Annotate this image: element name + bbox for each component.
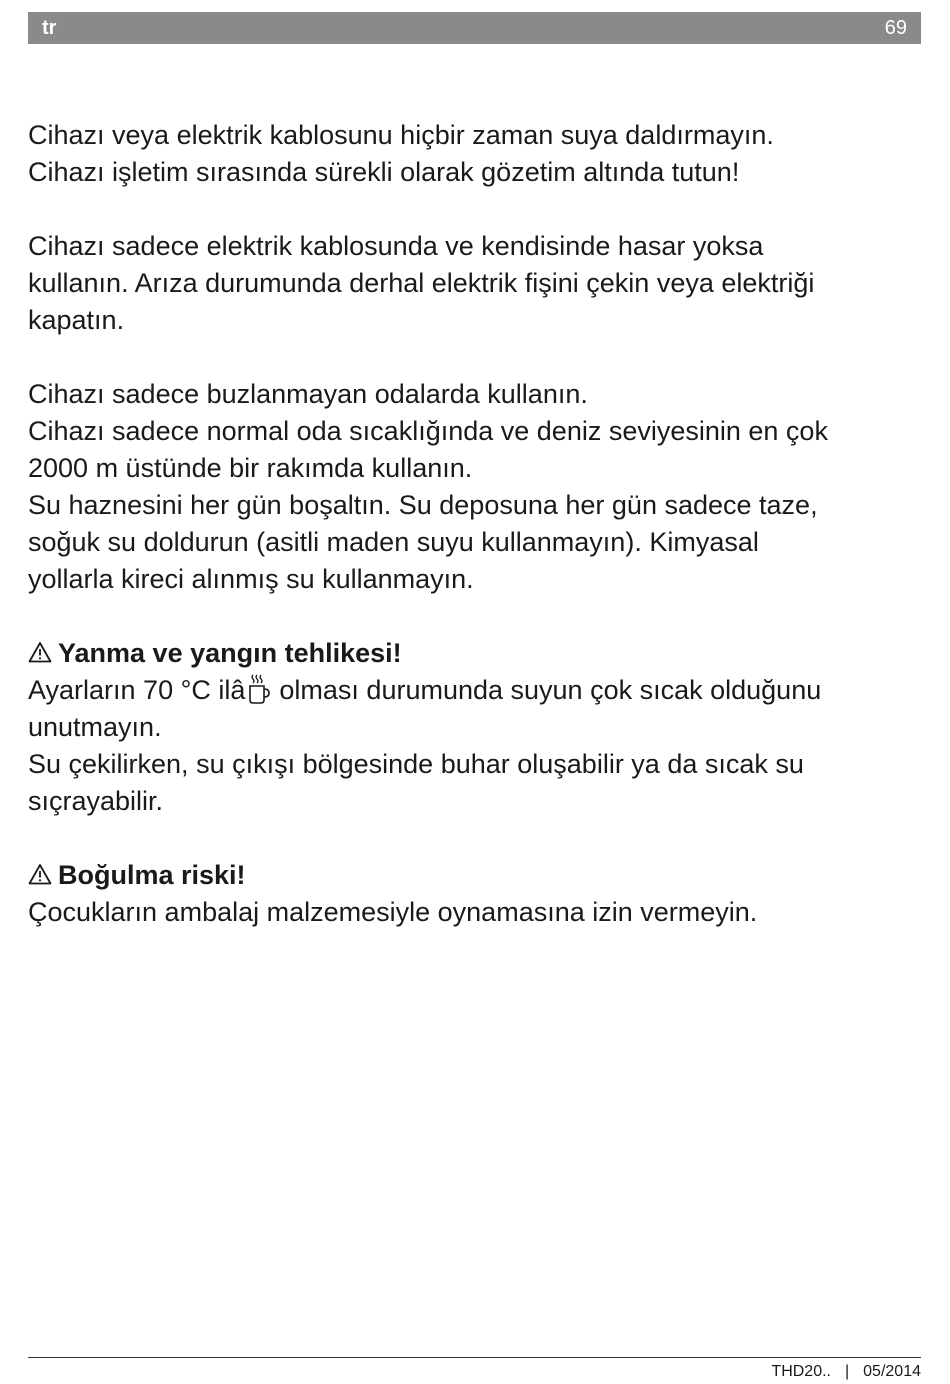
suffocation-warning-title-line (28, 857, 923, 894)
language-code: tr (42, 16, 57, 39)
text-line: Cihazı sadece buzlanmayan odalarda kullanın. (28, 379, 588, 409)
page-number: 69 (884, 16, 907, 39)
warning-triangle-icon (28, 863, 52, 885)
text-line: Cihazı sadece normal oda sıcaklığında ve deniz seviyesinin en çok (28, 416, 828, 446)
burn-warning-title-line (28, 635, 923, 672)
page-footer (771, 1363, 921, 1381)
text-line: sıçrayabilir. (28, 786, 164, 816)
footer-separator: | (845, 1363, 850, 1380)
text-line: soğuk su doldurun (asitli maden suyu kullanmayın). Kimyasal (28, 527, 759, 557)
text-segment: Ayarların 70 °C ilâ (28, 675, 246, 705)
text-line: Cihazı veya elektrik kablosunu hiçbir zaman suya daldırmayın. (28, 120, 774, 150)
text-line: yollarla kireci alınmış su kullanmayın. (28, 564, 474, 594)
page-header (28, 12, 921, 44)
text-line: unutmayın. (28, 712, 162, 742)
text-line: kullanın. Arıza durumunda derhal elektrik fişini çekin veya elektriği (28, 268, 815, 298)
text-line: 2000 m üstünde bir rakımda kullanın. (28, 453, 473, 483)
text-line: Cihazı sadece elektrik kablosunda ve kendisinde hasar yoksa (28, 231, 764, 261)
footer-divider (28, 1357, 921, 1358)
text-line: Cihazı işletim sırasında sürekli olarak gözetim altında tutun! (28, 157, 740, 187)
model-number: THD20.. (771, 1363, 831, 1380)
revision-date: 05/2014 (863, 1363, 921, 1380)
document-body (28, 117, 923, 931)
text-line: Su haznesini her gün boşaltın. Su deposuna her gün sadece taze, (28, 490, 818, 520)
suffocation-warning-title: Boğulma riski! (58, 860, 246, 890)
text-line: Çocukların ambalaj malzemesiyle oynamasına izin vermeyin. (28, 897, 758, 927)
text-line: kapatın. (28, 305, 125, 335)
burn-warning-title: Yanma ve yangın tehlikesi! (58, 638, 402, 668)
warning-triangle-icon (28, 641, 52, 663)
text-segment: olması durumunda suyun çok sıcak olduğunu (279, 675, 822, 705)
text-line: Su çekilirken, su çıkışı bölgesinde buhar oluşabilir ya da sıcak su (28, 749, 804, 779)
hot-cup-icon (247, 673, 273, 705)
text-line (28, 672, 923, 709)
